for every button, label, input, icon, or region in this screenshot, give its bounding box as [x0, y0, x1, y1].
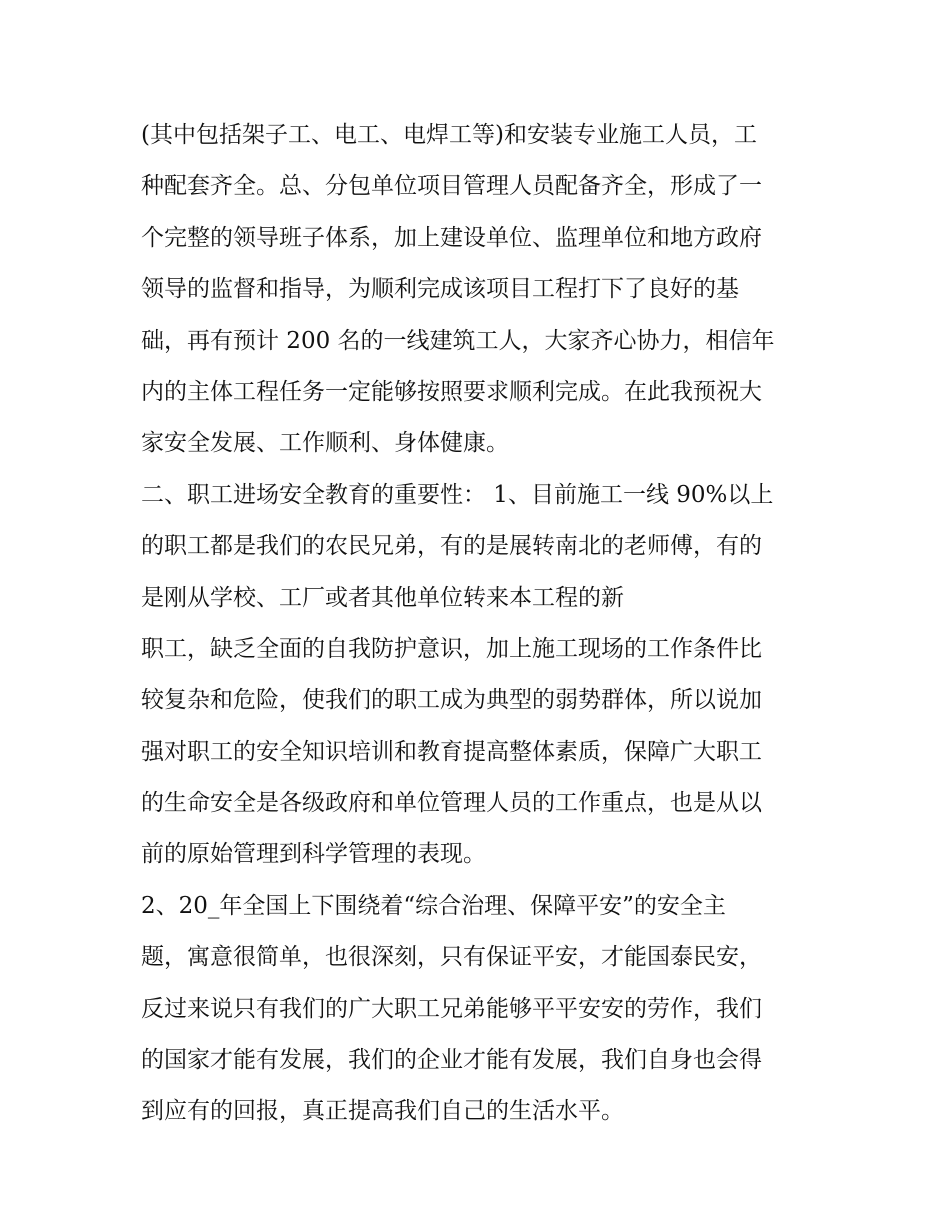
text-line: 种配套齐全。总、分包单位项目管理人员配备齐全，形成了一	[141, 173, 762, 200]
text-line: 家安全发展、工作顺利、身体健康。	[141, 430, 509, 457]
text-line: 的生命安全是各级政府和单位管理人员的工作重点，也是从以	[141, 790, 762, 817]
text-line: 较复杂和危险，使我们的职工成为典型的弱势群体，所以说加	[141, 687, 762, 714]
section-heading-line: 二、职工进场安全教育的重要性： 1、目前施工一线 90%以上	[141, 481, 774, 508]
text-line: 反过来说只有我们的广大职工兄弟能够平平安安的劳作，我们	[141, 995, 762, 1022]
text-line: 内的主体工程任务一定能够按照要求顺利完成。在此我预祝大	[141, 378, 762, 405]
text-line: 前的原始管理到科学管理的表现。	[141, 841, 486, 868]
text-line: 职工，缺乏全面的自我防护意识，加上施工现场的工作条件比	[141, 635, 762, 662]
text-line: 领导的监督和指导，为顺利完成该项目工程打下了良好的基	[141, 276, 739, 303]
text-line: 个完整的领导班子体系，加上建设单位、监理单位和地方政府	[141, 224, 762, 251]
text-line: 到应有的回报，真正提高我们自己的生活水平。	[141, 1098, 624, 1125]
text-line: 的国家才能有发展，我们的企业才能有发展，我们自身也会得	[141, 1047, 762, 1074]
document-body	[141, 110, 821, 1138]
text-line: 2、20_年全国上下围绕着“综合治理、保障平安”的安全主	[141, 892, 726, 919]
text-line: 的职工都是我们的农民兄弟，有的是展转南北的老师傅，有的	[141, 533, 762, 560]
text-line: 是刚从学校、工厂或者其他单位转来本工程的新	[141, 584, 624, 611]
text-line: 础，再有预计 200 名的一线建筑工人，大家齐心协力，相信年	[141, 327, 775, 354]
text-line: (其中包括架子工、电工、电焊工等)和安装专业施工人员，工	[141, 122, 757, 148]
text-line: 题，寓意很简单，也很深刻，只有保证平安，才能国泰民安，	[141, 944, 762, 971]
text-line: 强对职工的安全知识培训和教育提高整体素质，保障广大职工	[141, 738, 762, 765]
